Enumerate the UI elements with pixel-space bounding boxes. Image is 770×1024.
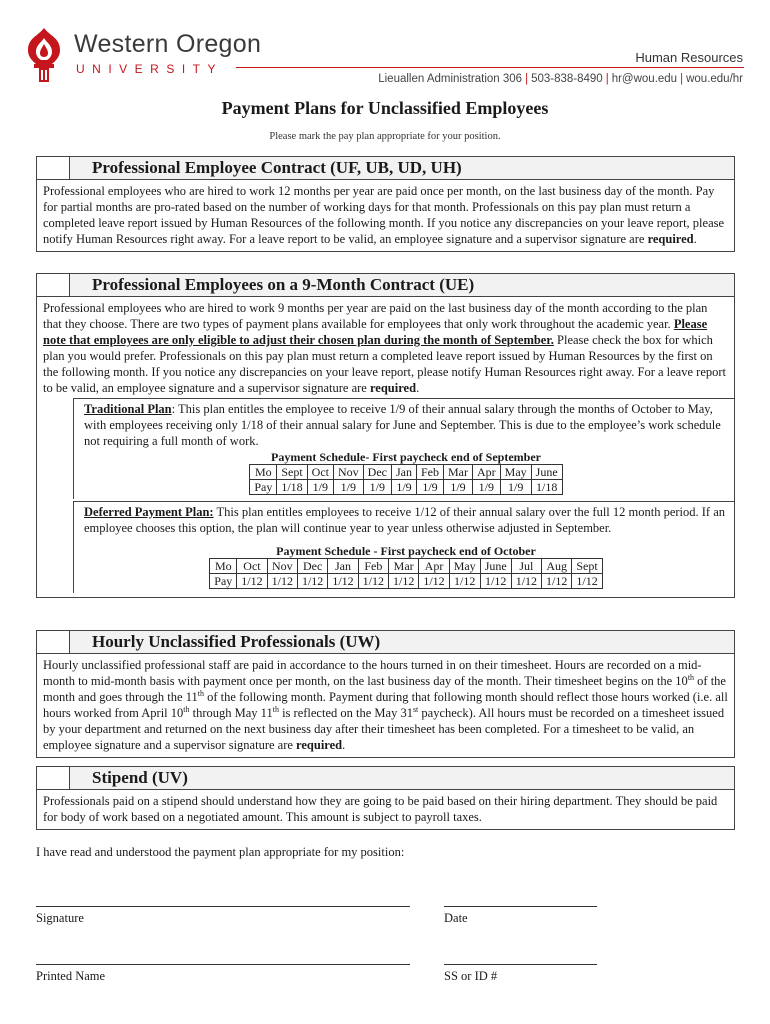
printed-name-label: Printed Name [36,969,106,983]
schedule-pay-cell: 1/9 [307,480,333,495]
plan-checkbox-uv[interactable] [37,767,70,789]
signature-line[interactable] [36,906,410,907]
schedule-pay-cell: 1/12 [511,574,541,589]
plan-checkbox-ue[interactable] [37,274,70,296]
signature-label: Signature [36,911,84,925]
section-body: Hourly unclassified professional staff are paid in accordance to the hours turned in on their timesheet. Hours are recorded on a mid-month to mid-month basis with payment once per month, on the last business day of the month. Their timesheet begins on the 10th of the month and goes through the 11th of the following month. Payment during that following month should reflect those hours worked (i.e. all hours worked from April 10th through May 11th is reflected on the May 31st paycheck). All hours must be recorded on a timesheet issued by your department and returned on the next business day after their timesheet has been completed. For a timesheet to be valid, an employee signature and a supervisor signature are required. [43,658,728,752]
schedule-month-cell: Nov [334,465,364,480]
schedule-month-cell: June [480,559,511,574]
schedule-month-cell: Sept [572,559,602,574]
schedule-pay-cell: 1/12 [328,574,358,589]
section-body: Professional employees who are hired to work 9 months per year are paid on the last business day of the month according to the plan that they choose. There are two types of payment plans available for employees that only work throughout the academic year. Please note that employees are only eligible to adjust their chosen plan during the month of September. Please check the box for which plan you would prefer. Professionals on this pay plan must return a completed leave report issued by Human Resources by the first on the following month. If you notice any discrepancies on your leave report, please notify Human Resources right away. For a leave report to be valid, an employee signature and a supervisor signature are required. Traditional Plan: This plan entitles the employee to receive 1/9 of their annual salary through the months of October to May, with employees receiving only 1/18 of their annual salary for June and September. This is due to the employee’s work schedule not requiring a full month of work. Payment Schedule- First paycheck end of September Mo Sept Oct Nov Dec Jan Feb Mar Apr May June Pay 1/18 1/9 1/9 1/9 1/9 1/9 1/9 1/9 1/9 1/18 Deferred Payment Plan: This plan entitles employees to receive 1/12 of their annual salary over the full 12 month period. If an employee chooses this option, the plan will continue year to year unless otherwise adjusted in September. Payment Schedule - First paycheck end of October Mo Oct Nov Dec Jan Feb Mar Apr May June Jul Aug Sept Pay 1/12 1/12 1/12 1/12 1/12 1/12 1/12 1/12 1/12 1/12 1/12 1/12 [37,297,734,597]
department-name: Human Resources [635,50,743,65]
section-professional-contract [36,156,735,252]
schedule-title: Payment Schedule- First paycheck end of September [271,450,541,464]
schedule-month-cell: Feb [417,465,444,480]
ss-id-line[interactable] [444,964,597,965]
schedule-month-cell: Feb [358,559,388,574]
schedule-month-cell: Oct [237,559,267,574]
deferred-plan-label: Deferred Payment Plan: [84,505,214,519]
schedule-month-cell: Sept [277,465,307,480]
schedule-pay-cell: 1/12 [358,574,388,589]
section-body: Professional employees who are hired to work 12 months per year are paid once per month, on the last business day of the month. Pay for partial months are pro-rated based on the number of working days for that month. Professionals on this pay plan must return a completed leave report issued by Human Resources of the following month. If you notice any discrepancies on your leave report, please notify Human Resources right away. For a leave report to be valid, an employee signature and a supervisor signature are required. [43,184,725,246]
plan-checkbox-uf[interactable] [37,157,70,179]
schedule-pay-cell: 1/9 [473,480,501,495]
contact-website[interactable]: wou.edu/hr [686,73,743,85]
schedule-month-cell: Nov [267,559,297,574]
date-label: Date [444,911,468,925]
schedule-pay-cell: 1/9 [444,480,473,495]
section-body: Professionals paid on a stipend should understand how they are going to be paid based on their hiring department. They should be paid for body of work based on a negotiated amount. This amount is subject to payroll taxes. [43,794,718,824]
section-header [37,274,734,297]
section-title: Professional Employees on a 9-Month Contract (UE) [92,275,475,294]
schedule-pay-cell: 1/12 [572,574,602,589]
section-title: Professional Employee Contract (UF, UB, UD, UH) [92,158,462,177]
section-hourly-professionals [36,630,735,758]
schedule-pay-cell: 1/12 [542,574,572,589]
schedule-pay-cell: 1/9 [363,480,391,495]
schedule-month-cell: May [449,559,480,574]
printed-name-line[interactable] [36,964,410,965]
acknowledgement-statement: I have read and understood the payment plan appropriate for my position: [36,845,405,859]
schedule-month-cell: May [500,465,531,480]
schedule-pay-cell: 1/9 [334,480,364,495]
schedule-month-cell: Mar [444,465,473,480]
university-logo [22,26,282,88]
deferred-schedule-table [209,558,602,589]
schedule-month-cell: Mar [389,559,419,574]
page-title: Payment Plans for Unclassified Employees [221,98,549,118]
schedule-pay-cell: 1/12 [480,574,511,589]
schedule-month-cell: Jul [511,559,541,574]
schedule-pay-cell: 1/12 [267,574,297,589]
traditional-plan-option[interactable]: Traditional Plan: This plan entitles the employee to receive 1/9 of their annual salary through the months of October to May, with employees receiving only 1/18 of their annual salary for June and September. This is due to the employee’s work schedule not requiring a full month of work. Payment Schedule- First paycheck end of September Mo Sept Oct Nov Dec Jan Feb Mar Apr May June Pay 1/18 1/9 1/9 1/9 1/9 1/9 1/9 1/9 1/9 1/18 [73,398,734,499]
university-subtitle: UNIVERSITY [76,62,224,76]
schedule-row-label: Mo [250,465,277,480]
schedule-month-cell: Dec [297,559,327,574]
page-subtitle: Please mark the pay plan appropriate for your position. [269,131,501,142]
contact-email[interactable]: hr@wou.edu [611,73,678,85]
schedule-pay-cell: 1/12 [389,574,419,589]
section-title: Stipend (UV) [92,768,188,787]
date-line[interactable] [444,906,597,907]
schedule-month-cell: Oct [307,465,333,480]
university-name: Western Oregon [74,30,262,58]
schedule-month-cell: Apr [419,559,449,574]
schedule-month-cell: Dec [363,465,391,480]
schedule-title: Payment Schedule - First paycheck end of October [276,544,536,558]
section-stipend [36,766,735,830]
header-rule [236,67,744,68]
schedule-pay-cell: 1/12 [297,574,327,589]
schedule-month-cell: Jan [392,465,417,480]
deferred-plan-option[interactable]: Deferred Payment Plan: This plan entitles employees to receive 1/12 of their annual salary over the full 12 month period. If an employee chooses this option, the plan will continue year to year unless otherwise adjusted in September. Payment Schedule - First paycheck end of October Mo Oct Nov Dec Jan Feb Mar Apr May June Jul Aug Sept Pay 1/12 1/12 1/12 1/12 1/12 1/12 1/12 1/12 1/12 1/12 1/12 1/12 [73,501,734,593]
schedule-row-label: Pay [210,574,237,589]
section-header [37,767,734,790]
contact-phone[interactable]: 503-838-8490 [531,73,603,85]
contact-address: Lieuallen Administration 306 [378,73,523,85]
torch-icon [22,26,66,84]
traditional-schedule-table [249,464,562,495]
section-header [37,631,734,654]
schedule-month-cell: Apr [473,465,501,480]
schedule-month-cell: Jan [328,559,358,574]
schedule-pay-cell: 1/18 [531,480,562,495]
section-title: Hourly Unclassified Professionals (UW) [92,632,381,651]
schedule-pay-cell: 1/18 [277,480,307,495]
schedule-month-cell: Aug [542,559,572,574]
contact-line: Lieuallen Administration 306 | 503-838-8490 | hr@wou.edu | wou.edu/hr [378,73,743,85]
schedule-pay-cell: 1/12 [237,574,267,589]
traditional-plan-label: Traditional Plan [84,402,172,416]
plan-checkbox-uw[interactable] [37,631,70,653]
schedule-pay-cell: 1/9 [392,480,417,495]
schedule-pay-cell: 1/9 [500,480,531,495]
schedule-pay-cell: 1/12 [449,574,480,589]
section-header [37,157,734,180]
schedule-pay-cell: 1/9 [417,480,444,495]
schedule-row-label: Mo [210,559,237,574]
section-nine-month-contract [36,273,735,598]
ss-id-label: SS or ID # [444,969,498,983]
schedule-row-label: Pay [250,480,277,495]
schedule-pay-cell: 1/12 [419,574,449,589]
schedule-month-cell: June [531,465,562,480]
